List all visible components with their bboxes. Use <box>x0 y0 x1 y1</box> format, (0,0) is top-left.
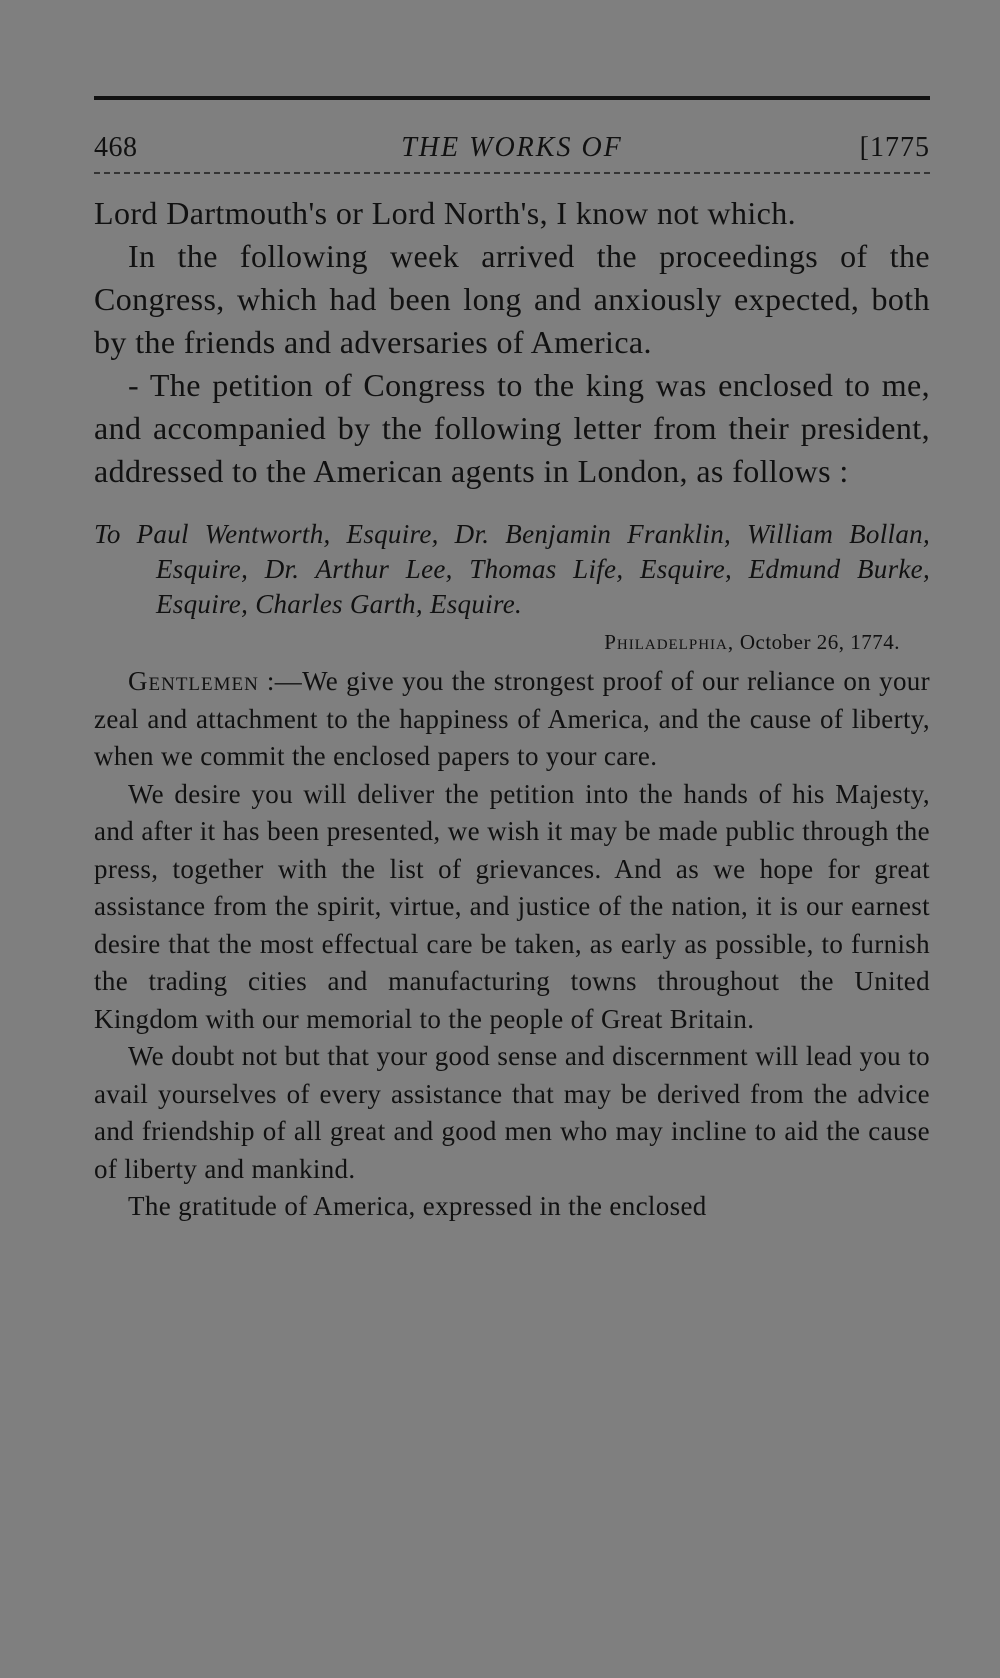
paragraph-2: In the following week arrived the proceedings of the Congress, which had been long and anxiously expected, both by the friends and adversaries of America. <box>94 238 930 360</box>
page-number: 468 <box>94 132 138 163</box>
letter-paragraph-4: The gratitude of America, expressed in the enclosed <box>128 1191 707 1221</box>
letter-salutation: Gentlemen <box>128 666 259 696</box>
letter-paragraph-1-text: :—We give you the strongest proof of our reliance on your zeal and attachment to the happiness of America, and the cause of liberty, when we commit the enclosed papers to your care. <box>94 666 930 771</box>
header-rule-top <box>94 96 930 100</box>
running-title: THE WORKS OF <box>401 132 623 163</box>
letter-body <box>94 663 930 1226</box>
narrative-text <box>94 192 930 493</box>
letter-paragraph-2: We desire you will deliver the petition into the hands of his Majesty, and after it has been presented, we wish it may be made public through the press, together with the list of grievances. And as we hope for great assistance from the spirit, virtue, and justice of the nation, it is our earnest desire that the most effectual care be taken, as early as possible, to furnish the trading cities and manufacturing towns throughout the United Kingdom with our memorial to the people of Great Britain. <box>94 778 930 1034</box>
letter-dateline <box>94 630 900 655</box>
paragraph-3: - The petition of Congress to the king was enclosed to me, and accompanied by the following letter from their president, addressed to the American agents in London, as follows : <box>94 367 930 489</box>
dateline-place: Philadelphia, <box>604 630 735 654</box>
running-header <box>94 132 930 172</box>
letter-paragraph-3: We doubt not but that your good sense and discernment will lead you to avail yourselves of every assistance that may be derived from the advice and friendship of all great and good men who may incline to aid the cause of liberty and mankind. <box>94 1041 930 1184</box>
header-rule-bottom <box>94 172 930 174</box>
book-page <box>94 96 930 1226</box>
letter-paragraph-1 <box>94 663 930 776</box>
letter-address: To Paul Wentworth, Esquire, Dr. Benjamin Franklin, William Bollan, Esquire, Dr. Arthur Lee, Thomas Life, Esquire, Edmund Burke, Esquire, Charles Garth, Esquire. <box>94 519 930 619</box>
dateline-date: October 26, 1774. <box>739 630 900 654</box>
paragraph-1: Lord Dartmouth's or Lord North's, I know not which. <box>94 195 797 231</box>
header-year: [1775 <box>859 132 930 163</box>
